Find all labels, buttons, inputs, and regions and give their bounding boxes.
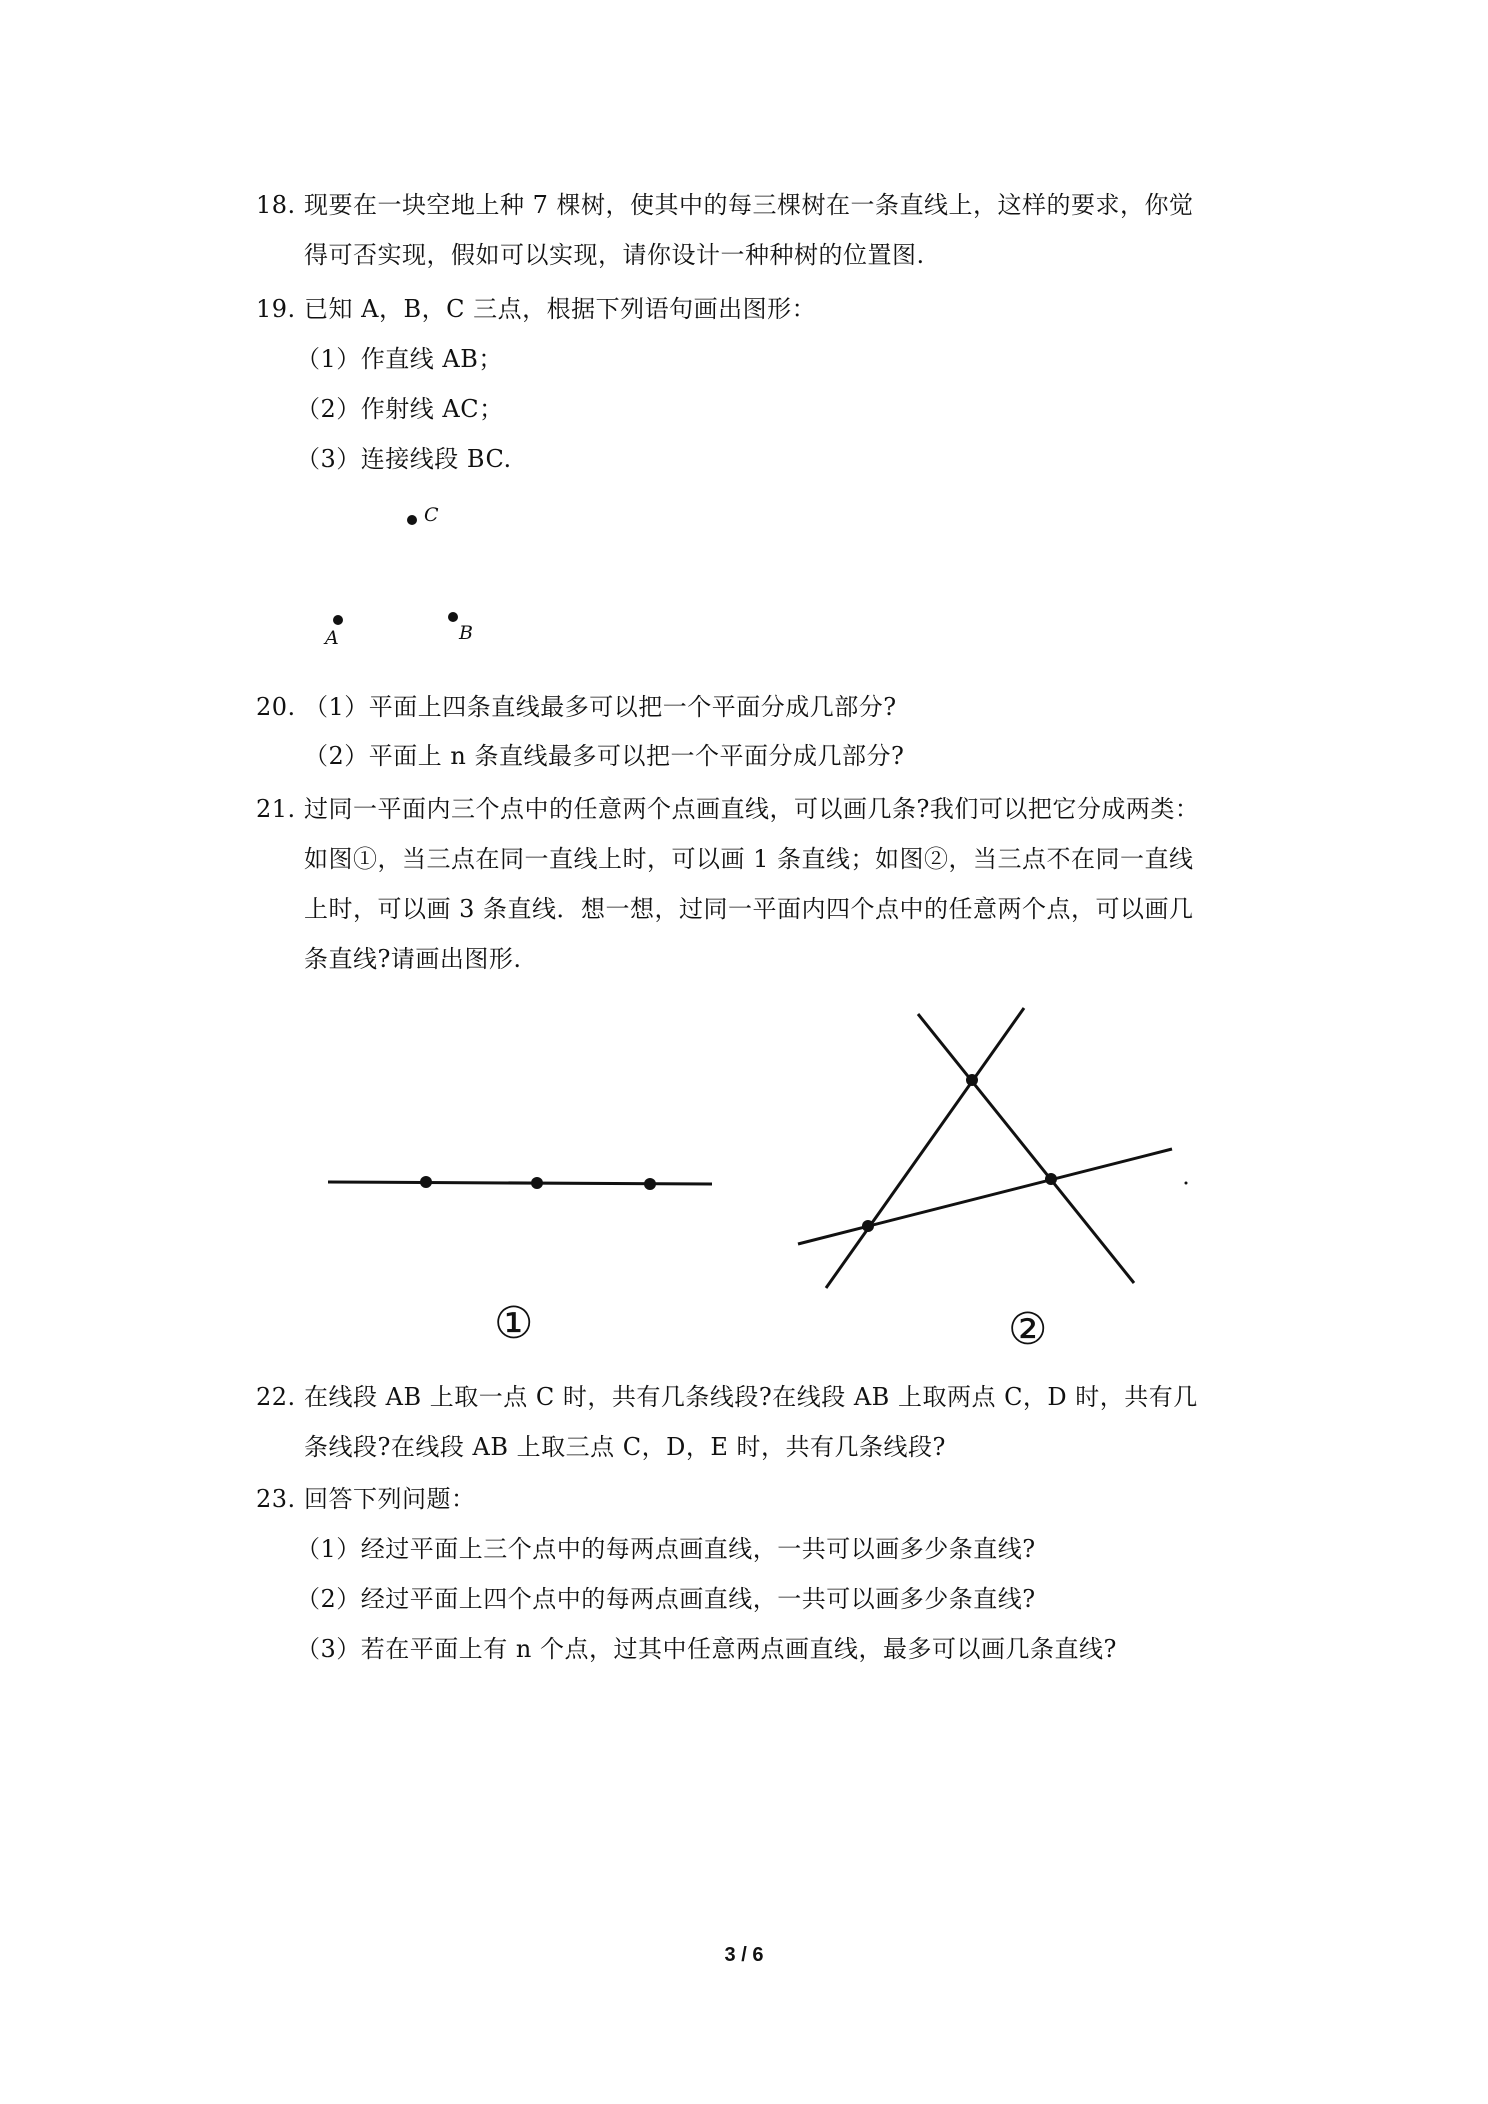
fig2-point-right xyxy=(1045,1173,1057,1185)
q19-part3: （3）连接线段 BC. xyxy=(296,445,512,473)
q20-part2: （2）平面上 n 条直线最多可以把一个平面分成几部分? xyxy=(304,742,905,770)
figure-1-label: ① xyxy=(494,1298,534,1349)
point-a xyxy=(333,615,343,625)
figure-2-label: ② xyxy=(1008,1304,1048,1355)
q23-number: 23. xyxy=(256,1485,296,1513)
q23-part2: （2）经过平面上四个点中的每两点画直线，一共可以画多少条直线? xyxy=(296,1585,1036,1613)
q20-part1: 20. （1）平面上四条直线最多可以把一个平面分成几部分? xyxy=(256,690,897,724)
q23-part3: （3）若在平面上有 n 个点，过其中任意两点画直线，最多可以画几条直线? xyxy=(296,1635,1117,1663)
fig2-point-left xyxy=(862,1220,874,1232)
q21-line3: 上时，可以画 3 条直线．想一想，过同一平面内四个点中的任意两个点，可以画几 xyxy=(304,895,1194,923)
q21-line1: 21. 过同一平面内三个点中的任意两个点画直线，可以画几条?我们可以把它分成两类： xyxy=(256,792,1199,826)
fig2-line-left xyxy=(826,1008,1024,1288)
fig2-line-right xyxy=(918,1014,1134,1283)
point-b-label: B xyxy=(459,622,473,644)
q19-stem: 19. 已知 A，B，C 三点，根据下列语句画出图形： xyxy=(256,292,816,326)
point-a-label: A xyxy=(325,627,339,649)
fig2-line-bottom xyxy=(798,1149,1172,1244)
q23-part1: （1）经过平面上三个点中的每两点画直线，一共可以画多少条直线? xyxy=(296,1535,1036,1563)
q22-number: 22. xyxy=(256,1383,296,1411)
q20-number: 20. xyxy=(256,693,296,721)
figure-2-triangle xyxy=(798,1008,1188,1288)
figure-1-collinear xyxy=(328,1176,712,1190)
fig2-point-top xyxy=(966,1074,978,1086)
q21-line4: 条直线?请画出图形. xyxy=(304,945,522,973)
fig1-point-2 xyxy=(531,1177,543,1189)
fig1-point-3 xyxy=(644,1178,656,1190)
q22-line1: 22. 在线段 AB 上取一点 C 时，共有几条线段?在线段 AB 上取两点 C，D 时，共有几 xyxy=(256,1380,1198,1414)
q19-part1: （1）作直线 AB； xyxy=(296,345,503,373)
q22-line2: 条线段?在线段 AB 上取三点 C，D，E 时，共有几条线段? xyxy=(304,1433,946,1461)
point-c-label: C xyxy=(424,504,439,526)
stray-dot xyxy=(1185,1182,1188,1185)
q23-stem: 23. 回答下列问题： xyxy=(256,1482,476,1516)
q21-number: 21. xyxy=(256,795,296,823)
q18-line1: 18. 现要在一块空地上种 7 棵树，使其中的每三棵树在一条直线上，这样的要求，你觉 xyxy=(256,188,1194,222)
point-c xyxy=(407,515,417,525)
q21-line2: 如图①，当三点在同一直线上时，可以画 1 条直线；如图②，当三点不在同一直线 xyxy=(304,845,1194,873)
q19-part2: （2）作射线 AC； xyxy=(296,395,504,423)
point-b xyxy=(448,612,458,622)
q18-number: 18. xyxy=(256,191,296,219)
q18-line2: 得可否实现，假如可以实现，请你设计一种种树的位置图. xyxy=(304,241,925,269)
page-number: 3 / 6 xyxy=(724,1944,764,1966)
q19-number: 19. xyxy=(256,295,296,323)
fig1-point-1 xyxy=(420,1176,432,1188)
